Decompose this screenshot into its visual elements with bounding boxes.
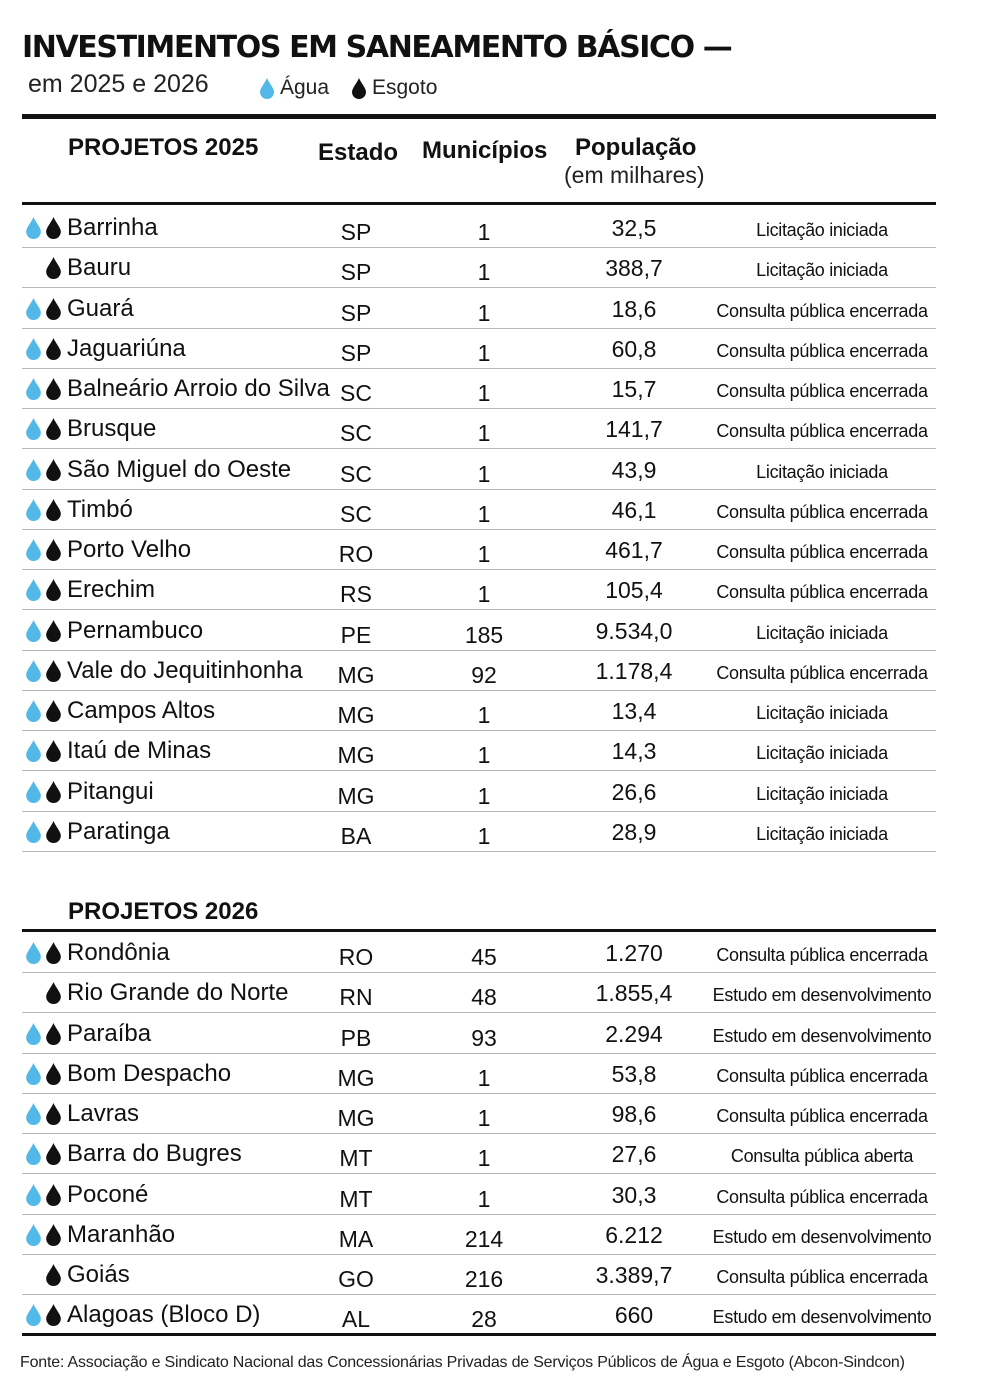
- project-status: Consulta pública aberta: [730, 1146, 914, 1167]
- table-row: [22, 248, 936, 288]
- project-name: Itaú de Minas: [67, 737, 212, 765]
- water-drop-icon: [26, 378, 41, 400]
- project-name: Bom Despacho: [67, 1059, 232, 1087]
- legend-esgoto: [352, 76, 437, 100]
- table-row: [22, 409, 936, 449]
- project-state: MT: [339, 1185, 373, 1212]
- project-state: RO: [338, 944, 374, 970]
- table-row: [22, 1215, 936, 1255]
- section-2025-rule: [22, 202, 936, 205]
- service-icons: [24, 1103, 68, 1125]
- service-icons: [24, 781, 68, 803]
- service-icons: [24, 1264, 68, 1286]
- project-state: MT: [339, 1145, 373, 1172]
- sewage-drop-icon: [46, 338, 61, 360]
- sewage-drop-icon: [46, 1304, 61, 1326]
- table-row: [22, 208, 936, 248]
- project-state: GO: [338, 1266, 374, 1292]
- project-name: Timbó: [67, 495, 133, 523]
- service-icons: [24, 620, 68, 642]
- project-municipios: 216: [464, 1266, 504, 1292]
- project-state: PB: [340, 1024, 372, 1051]
- project-status: Estudo em desenvolvimento: [712, 985, 932, 1006]
- project-status: Licitação iniciada: [756, 622, 888, 643]
- project-municipios: 1: [477, 581, 491, 608]
- project-populacao: 388,7: [605, 255, 663, 282]
- page-title: INVESTIMENTOS EM SANEAMENTO BÁSICO —: [22, 30, 732, 65]
- service-icons: [24, 378, 68, 400]
- project-municipios: 92: [471, 661, 497, 688]
- sewage-drop-icon: [46, 499, 61, 521]
- project-name: Brusque: [67, 415, 157, 443]
- project-populacao: 461,7: [605, 537, 663, 563]
- service-icons: [24, 821, 68, 843]
- project-name: Balneário Arroio do Silva: [67, 375, 330, 402]
- project-state: RS: [340, 581, 372, 608]
- project-status: Licitação iniciada: [756, 823, 888, 844]
- project-status: Licitação iniciada: [756, 260, 888, 281]
- water-drop-icon: [26, 338, 41, 360]
- project-status: Consulta pública encerrada: [716, 340, 928, 361]
- project-name: Pernambuco: [67, 616, 204, 644]
- table-row: [22, 1175, 936, 1215]
- water-drop-icon: [26, 418, 41, 440]
- service-icons: [24, 579, 68, 601]
- project-municipios: 1: [477, 460, 491, 487]
- project-status: Estudo em desenvolvimento: [712, 1226, 932, 1247]
- project-municipios: 48: [471, 984, 497, 1011]
- project-municipios: 1: [477, 380, 491, 406]
- project-status: Consulta pública encerrada: [716, 1267, 928, 1287]
- project-name: Lavras: [67, 1100, 140, 1127]
- section-title-2026: PROJETOS 2026: [68, 898, 259, 925]
- project-name: Guará: [67, 294, 134, 322]
- sewage-drop-icon: [46, 1103, 61, 1125]
- water-drop-icon: [26, 579, 41, 601]
- section-title-2025: PROJETOS 2025: [68, 134, 259, 161]
- project-municipios: 1: [477, 259, 491, 286]
- project-municipios: 1: [477, 219, 491, 245]
- project-populacao: 26,6: [611, 778, 657, 805]
- project-status: Licitação iniciada: [756, 220, 888, 240]
- project-status: Consulta pública encerrada: [716, 381, 928, 401]
- legend-agua-label: Água: [280, 76, 330, 99]
- project-state: AL: [341, 1306, 371, 1333]
- sewage-drop-icon: [46, 821, 61, 843]
- table-row: [22, 450, 936, 490]
- project-name: Jaguariúna: [67, 334, 186, 362]
- project-status: Estudo em desenvolvimento: [712, 1025, 932, 1046]
- table-row: [22, 369, 936, 409]
- project-populacao: 15,7: [611, 376, 657, 402]
- sewage-drop-icon: [46, 700, 61, 722]
- service-icons: [24, 700, 68, 722]
- project-state: SC: [340, 420, 372, 447]
- project-state: MG: [337, 661, 375, 688]
- sewage-drop-icon: [46, 378, 61, 400]
- sewage-drop-icon: [46, 620, 61, 642]
- service-icons: [24, 1143, 68, 1165]
- water-drop-icon: [26, 1184, 41, 1206]
- service-icons: [24, 982, 68, 1004]
- table-row: [22, 1255, 936, 1295]
- project-name: Goiás: [67, 1261, 130, 1288]
- table-row: [22, 651, 936, 691]
- service-icons: [24, 418, 68, 440]
- service-icons: [24, 1184, 68, 1206]
- service-icons: [24, 539, 68, 561]
- sewage-drop-icon: [46, 1143, 61, 1165]
- service-icons: [24, 499, 68, 521]
- project-name: Rondônia: [67, 939, 170, 966]
- table-row: [22, 289, 936, 329]
- project-municipios: 1: [477, 420, 491, 447]
- sewage-drop-icon: [46, 1224, 61, 1246]
- project-name: Paraíba: [67, 1019, 152, 1047]
- legend-agua: [260, 76, 329, 100]
- project-populacao: 98,6: [611, 1101, 657, 1127]
- project-status: Consulta pública encerrada: [716, 1065, 928, 1086]
- project-populacao: 32,5: [611, 215, 657, 241]
- project-state: SC: [340, 460, 372, 487]
- project-state: PE: [340, 621, 372, 648]
- project-municipios: 1: [477, 1185, 491, 1212]
- sewage-drop-icon: [46, 459, 61, 481]
- project-populacao: 60,8: [611, 335, 657, 362]
- project-municipios: 1: [477, 541, 491, 567]
- project-populacao: 1.855,4: [595, 980, 673, 1007]
- sewage-drop-icon: [46, 1264, 61, 1286]
- project-name: Barrinha: [67, 214, 158, 241]
- project-populacao: 46,1: [611, 496, 657, 523]
- table-row: [22, 691, 936, 731]
- project-name: Pitangui: [67, 777, 154, 805]
- service-icons: [24, 459, 68, 481]
- column-header-estado: Estado: [318, 139, 399, 166]
- water-drop-icon: [26, 298, 41, 320]
- service-icons: [24, 942, 68, 964]
- water-drop-icon: [26, 1023, 41, 1045]
- service-icons: [24, 217, 68, 239]
- water-drop-icon: [26, 660, 41, 682]
- project-state: SP: [340, 219, 372, 245]
- project-name: Campos Altos: [67, 697, 216, 724]
- project-populacao: 1.178,4: [595, 657, 673, 684]
- table-row: [22, 329, 936, 369]
- project-populacao: 14,3: [611, 738, 657, 765]
- project-state: SP: [340, 259, 372, 286]
- project-state: SP: [340, 339, 372, 366]
- project-state: MG: [337, 1105, 375, 1131]
- project-name: São Miguel do Oeste: [67, 455, 292, 483]
- table-row: [22, 570, 936, 610]
- table-row: [22, 1014, 936, 1054]
- project-municipios: 1: [477, 339, 491, 366]
- project-name: Barra do Bugres: [67, 1140, 242, 1168]
- sewage-drop-icon: [352, 78, 366, 99]
- project-municipios: 1: [477, 1145, 491, 1172]
- project-status: Consulta pública encerrada: [716, 300, 928, 321]
- sewage-drop-icon: [46, 781, 61, 803]
- project-municipios: 93: [471, 1024, 497, 1051]
- project-status: Consulta pública encerrada: [716, 945, 928, 965]
- page-subtitle: em 2025 e 2026: [28, 70, 209, 98]
- project-populacao: 1.270: [605, 940, 663, 966]
- column-header-municipios: Municípios: [422, 137, 548, 164]
- water-drop-icon: [26, 620, 41, 642]
- sewage-drop-icon: [46, 982, 61, 1004]
- project-name: Erechim: [67, 576, 156, 604]
- legend-esgoto-label: Esgoto: [372, 76, 438, 99]
- project-municipios: 1: [477, 500, 491, 527]
- project-state: SC: [340, 500, 372, 527]
- project-status: Estudo em desenvolvimento: [712, 1307, 932, 1328]
- table-row: [22, 1134, 936, 1174]
- table-row: [22, 772, 936, 812]
- sewage-drop-icon: [46, 740, 61, 762]
- water-drop-icon: [26, 1224, 41, 1246]
- column-header-populacao: População: [575, 134, 697, 161]
- service-icons: [24, 660, 68, 682]
- project-status: Consulta pública encerrada: [716, 542, 928, 562]
- project-status: Licitação iniciada: [756, 703, 888, 723]
- project-populacao: 6.212: [605, 1221, 663, 1248]
- water-drop-icon: [26, 1063, 41, 1085]
- source-note: Fonte: Associação e Sindicato Nacional das Concessionárias Privadas de Serviços Públicos de Água e Esgoto (Abcon-Sindcon): [20, 1354, 905, 1371]
- table-row: [22, 1094, 936, 1134]
- water-drop-icon: [26, 740, 41, 762]
- project-municipios: 1: [477, 1105, 491, 1131]
- project-status: Consulta pública encerrada: [716, 1186, 928, 1207]
- project-name: Vale do Jequitinhonha: [67, 656, 303, 684]
- section-2026-rule: [22, 929, 936, 932]
- project-populacao: 43,9: [611, 456, 657, 483]
- water-drop-icon: [26, 821, 41, 843]
- project-state: SC: [340, 380, 372, 406]
- project-municipios: 1: [477, 299, 491, 326]
- project-populacao: 2.294: [605, 1020, 663, 1047]
- project-status: Consulta pública encerrada: [716, 501, 928, 522]
- water-drop-icon: [26, 217, 41, 239]
- table-row: [22, 1295, 936, 1335]
- sewage-drop-icon: [46, 1063, 61, 1085]
- project-name: Alagoas (Bloco D): [67, 1301, 261, 1329]
- water-drop-icon: [26, 942, 41, 964]
- project-state: MG: [337, 702, 375, 728]
- project-state: RN: [339, 984, 373, 1011]
- table-row: [22, 933, 936, 973]
- project-status: Consulta pública encerrada: [716, 662, 928, 683]
- table-row: [22, 530, 936, 570]
- project-name: Paratinga: [67, 817, 170, 845]
- project-municipios: 28: [471, 1306, 497, 1333]
- project-populacao: 18,6: [611, 295, 657, 322]
- project-status: Consulta pública encerrada: [716, 1106, 928, 1126]
- table-row: [22, 812, 936, 852]
- project-populacao: 27,6: [611, 1141, 657, 1168]
- table-bottom-rule: [22, 1333, 936, 1336]
- project-populacao: 3.389,7: [595, 1262, 673, 1288]
- sewage-drop-icon: [46, 660, 61, 682]
- project-name: Poconé: [67, 1180, 149, 1208]
- project-state: MG: [337, 1064, 375, 1091]
- project-populacao: 105,4: [605, 577, 663, 604]
- project-state: SP: [340, 299, 372, 326]
- table-row: [22, 611, 936, 651]
- table-row: [22, 1054, 936, 1094]
- column-header-populacao-unit: (em milhares): [564, 162, 705, 188]
- project-state: BA: [340, 822, 372, 849]
- water-drop-icon: [26, 499, 41, 521]
- sewage-drop-icon: [46, 257, 61, 279]
- sewage-drop-icon: [46, 298, 61, 320]
- water-drop-icon: [26, 781, 41, 803]
- project-populacao: 28,9: [611, 818, 657, 845]
- project-municipios: 45: [471, 944, 497, 970]
- water-drop-icon: [26, 1143, 41, 1165]
- service-icons: [24, 1063, 68, 1085]
- project-name: Bauru: [67, 254, 132, 282]
- water-drop-icon: [26, 1304, 41, 1326]
- project-populacao: 30,3: [611, 1181, 657, 1208]
- water-drop-icon: [26, 539, 41, 561]
- project-populacao: 13,4: [611, 698, 657, 724]
- sewage-drop-icon: [46, 1184, 61, 1206]
- service-icons: [24, 1023, 68, 1045]
- project-municipios: 185: [464, 621, 504, 648]
- water-drop-icon: [260, 78, 274, 99]
- project-populacao: 141,7: [605, 416, 663, 443]
- project-name: Maranhão: [67, 1220, 176, 1248]
- project-populacao: 53,8: [611, 1060, 657, 1087]
- sewage-drop-icon: [46, 579, 61, 601]
- project-populacao: 660: [614, 1302, 654, 1329]
- header-top-rule: [22, 114, 936, 119]
- project-status: Licitação iniciada: [756, 743, 888, 764]
- sewage-drop-icon: [46, 418, 61, 440]
- project-state: MG: [337, 782, 375, 809]
- project-status: Licitação iniciada: [756, 461, 888, 482]
- project-name: Rio Grande do Norte: [67, 979, 289, 1007]
- project-state: MA: [338, 1225, 374, 1252]
- project-municipios: 1: [477, 1064, 491, 1091]
- project-status: Consulta pública encerrada: [716, 421, 928, 442]
- project-status: Consulta pública encerrada: [716, 582, 928, 603]
- project-status: Licitação iniciada: [756, 783, 888, 804]
- table-row: [22, 490, 936, 530]
- sewage-drop-icon: [46, 217, 61, 239]
- sewage-drop-icon: [46, 1023, 61, 1045]
- water-drop-icon: [26, 459, 41, 481]
- project-name: Porto Velho: [67, 536, 192, 563]
- water-drop-icon: [26, 700, 41, 722]
- service-icons: [24, 1224, 68, 1246]
- project-municipios: 1: [477, 702, 491, 728]
- service-icons: [24, 1304, 68, 1326]
- project-municipios: 214: [464, 1225, 504, 1252]
- project-populacao: 9.534,0: [595, 617, 673, 644]
- sewage-drop-icon: [46, 539, 61, 561]
- table-row: [22, 731, 936, 771]
- service-icons: [24, 257, 68, 279]
- project-state: MG: [337, 742, 375, 769]
- sewage-drop-icon: [46, 942, 61, 964]
- service-icons: [24, 740, 68, 762]
- service-icons: [24, 298, 68, 320]
- water-drop-icon: [26, 1103, 41, 1125]
- project-municipios: 1: [477, 782, 491, 809]
- project-municipios: 1: [477, 742, 491, 769]
- project-municipios: 1: [477, 822, 491, 849]
- project-state: RO: [338, 541, 374, 567]
- service-icons: [24, 338, 68, 360]
- table-row: [22, 973, 936, 1013]
